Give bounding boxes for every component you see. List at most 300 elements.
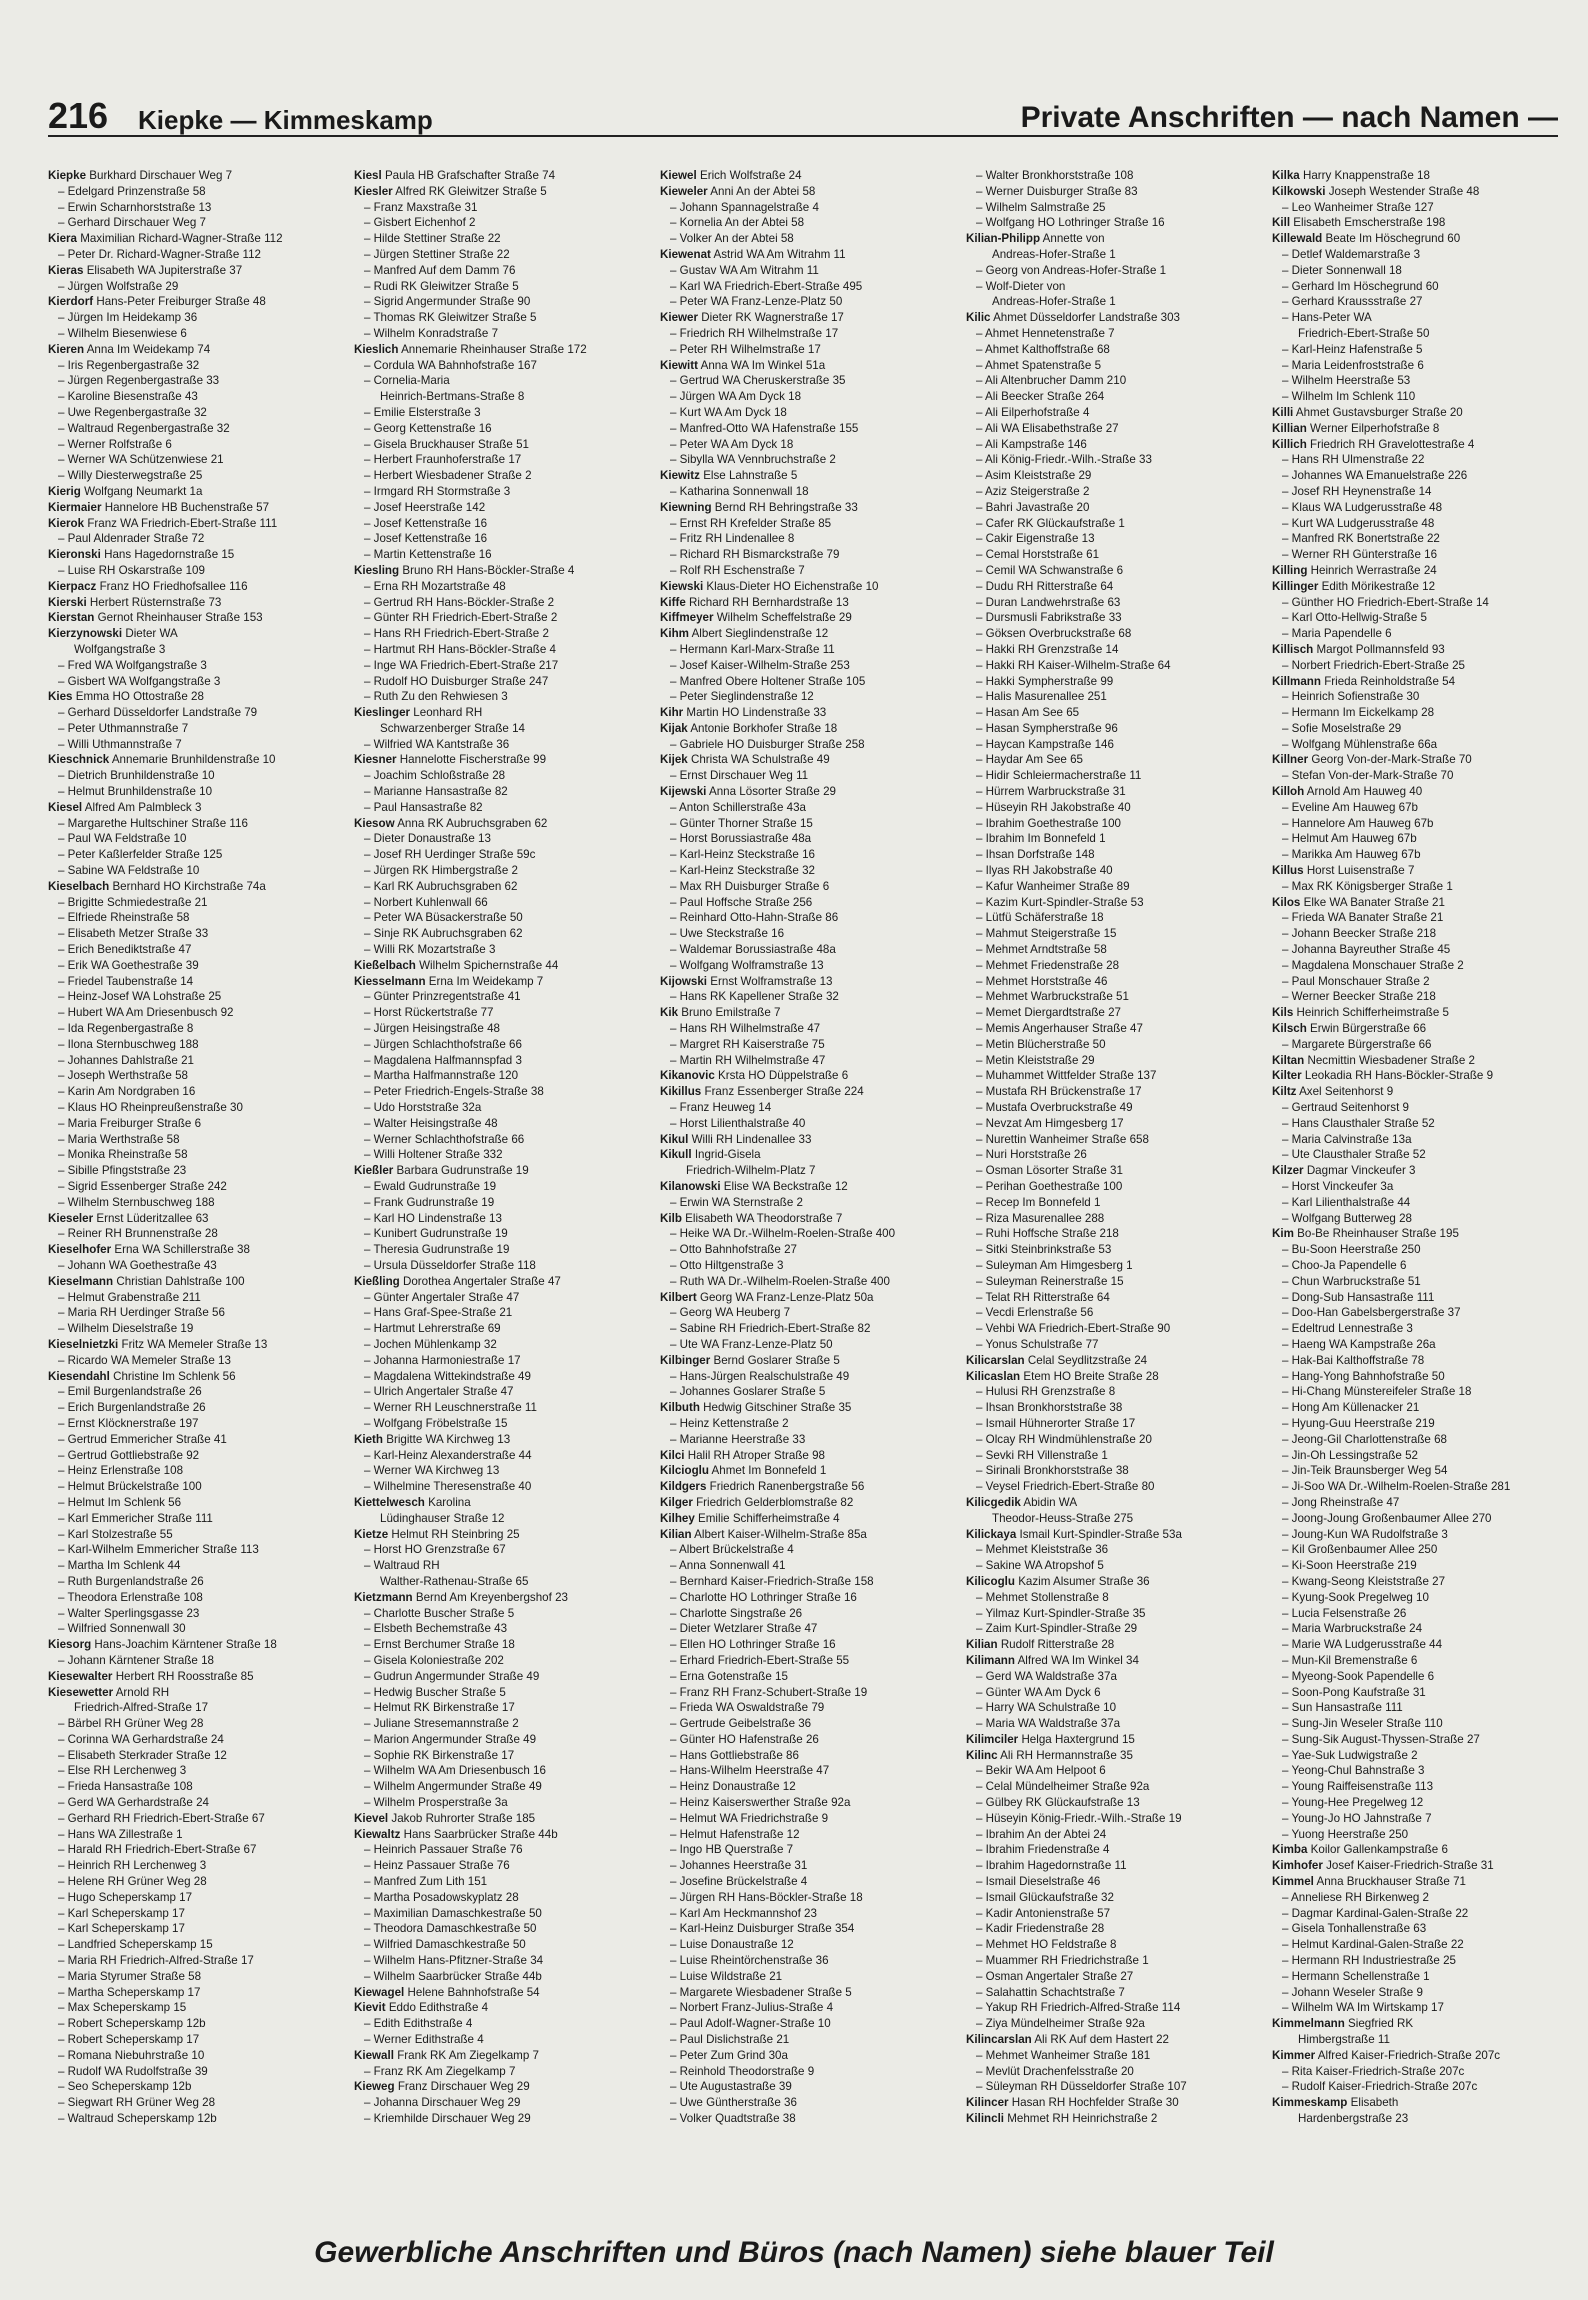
entry-address: Waltraud Scheperskamp 12b <box>67 2112 217 2126</box>
entry-sub <box>48 674 348 690</box>
entry-sub <box>354 1621 654 1637</box>
surname: Kieselmann <box>48 1274 114 1288</box>
entry-address: Annette von <box>1042 232 1105 246</box>
entry-address: Heinz Kaiserswerther Straße 92a <box>679 1796 851 1810</box>
entry-sub <box>966 1084 1266 1100</box>
entry-address: Karl-Heinz Steckstraße 32 <box>679 864 815 878</box>
entry-address: Peter Sieglindenstraße 12 <box>679 690 814 704</box>
entry-sub <box>354 1384 654 1400</box>
entry-address: Göksen Overbruckstraße 68 <box>985 627 1132 641</box>
entry-surname-head <box>660 1084 960 1100</box>
entry-sub <box>966 1116 1266 1132</box>
entry-sub <box>1272 500 1572 516</box>
entry-sub <box>1272 1037 1572 1053</box>
entry-sub <box>966 1795 1266 1811</box>
entry-address: Wilhelm Sternbuschweg 188 <box>67 1195 215 1209</box>
entry-sub <box>354 658 654 674</box>
entry-address: Bruno Emilstraße 7 <box>681 1006 781 1020</box>
entry-address: Harald RH Friedrich-Ebert-Straße 67 <box>67 1843 257 1857</box>
entry-surname-head <box>660 705 960 721</box>
entry-address: Antonie Borkhofer Straße 18 <box>690 721 838 735</box>
entry-address: Heike WA Dr.-Wilhelm-Roelen-Straße 400 <box>679 1227 896 1241</box>
entry-address: Ricardo WA Memeler Straße 13 <box>67 1353 231 1367</box>
entry-address: Willi RH Lindenallee 33 <box>691 1132 812 1146</box>
entry-address: Luise Rheintörchenstraße 36 <box>679 1954 829 1968</box>
entry-sub <box>660 1606 960 1622</box>
entry-surname-head <box>660 500 960 516</box>
entry-address: Helmut RK Birkenstraße 17 <box>373 1701 515 1715</box>
surname: Kieselnietzki <box>48 1337 119 1351</box>
entry-sub <box>48 1590 348 1606</box>
entry-sub <box>660 958 960 974</box>
entry-sub <box>354 1653 654 1669</box>
entry-address: Yuong Heerstraße 250 <box>1291 1827 1409 1841</box>
entry-address: Anna Sonnenwall 41 <box>679 1559 786 1573</box>
surname: Kilincli <box>966 2112 1005 2126</box>
surname: Kilicarslan <box>966 1353 1025 1367</box>
entry-address: Sabine RH Friedrich-Ebert-Straße 82 <box>679 1322 871 1336</box>
entry-address: Sigrid Essenberger Straße 242 <box>67 1180 227 1193</box>
entry-sub <box>966 752 1266 768</box>
entry-address: Frank Gudrunstraße 19 <box>373 1195 495 1209</box>
entry-sub <box>48 531 348 547</box>
entry-sub <box>354 595 654 611</box>
entry-address: Heinz Passauer Straße 76 <box>373 1859 510 1873</box>
surname: Kiera <box>48 232 78 246</box>
entry-sub <box>48 437 348 453</box>
entry-sub <box>966 595 1266 611</box>
surname: Kiewall <box>354 2048 394 2062</box>
entry-address: Gertrud Gottliebstraße 92 <box>67 1448 200 1462</box>
entry-address: Friedrich RH Wilhelmstraße 17 <box>679 326 839 340</box>
entry-sub <box>1272 1748 1572 1764</box>
entry-sub <box>1272 1906 1572 1922</box>
entry-address: Gerhard Kraussstraße 27 <box>1291 295 1423 309</box>
entry-surname-head <box>354 1590 654 1606</box>
entry-sub <box>48 1021 348 1037</box>
entry-address: Erwin Scharnhorststraße 13 <box>67 200 212 214</box>
entry-sub <box>1272 547 1572 563</box>
entry-address: Ernst Dirschauer Weg 11 <box>679 769 809 783</box>
entry-sub <box>966 1337 1266 1353</box>
entry-address: Cornelia-Maria <box>373 374 450 388</box>
entry-surname-head <box>48 294 348 310</box>
entry-sub <box>354 1953 654 1969</box>
surname: Killinger <box>1272 579 1319 593</box>
entry-sub <box>660 737 960 753</box>
entry-address: Ali Eilperhofstraße 4 <box>985 405 1090 419</box>
entry-sub <box>966 1321 1266 1337</box>
entry-surname-head <box>660 1005 960 1021</box>
entry-address: Jürgen Heisingstraße 48 <box>373 1022 500 1036</box>
entry-sub <box>1272 1369 1572 1385</box>
entry-sub <box>48 1416 348 1432</box>
entry-address: Horst Luisenstraße 7 <box>1306 864 1415 878</box>
entry-address: Manfred-Otto WA Hafenstraße 155 <box>679 421 859 435</box>
entry-address: Jürgen RH Hans-Böckler-Straße 18 <box>679 1890 863 1904</box>
entry-sub <box>354 2064 654 2080</box>
surname: Kiettelwesch <box>354 1495 425 1509</box>
entry-sub <box>48 1906 348 1922</box>
entry-sub <box>354 863 654 879</box>
entry-address: Elisabeth WA Theodorstraße 7 <box>685 1211 843 1225</box>
entry-address: Helmut Brückelstraße 100 <box>67 1480 202 1494</box>
entry-address: Ute WA Franz-Lenze-Platz 50 <box>679 1337 833 1351</box>
entry-surname-head <box>354 2048 654 2064</box>
entry-address: Margarete Wiesbadener Straße 5 <box>679 1985 852 1999</box>
surname: Kiewaltz <box>354 1827 401 1841</box>
entry-sub <box>660 2016 960 2032</box>
entry-sub <box>1272 358 1572 374</box>
entry-address: Ruth Burgenlandstraße 26 <box>67 1574 204 1588</box>
entry-sub <box>1272 1937 1572 1953</box>
surname: Kiesling <box>354 563 400 577</box>
entry-sub <box>660 895 960 911</box>
entry-sub <box>354 1637 654 1653</box>
entry-address: Hans-Wilhelm Heerstraße 47 <box>679 1764 830 1778</box>
entry-address: Ji-Soo WA Dr.-Wilhelm-Roelen-Straße 281 <box>1291 1480 1511 1494</box>
entry-address: Karoline Biesenstraße 43 <box>67 390 198 404</box>
entry-surname-head <box>48 516 348 532</box>
entry-address: Nurettin Wanheimer Straße 658 <box>985 1132 1149 1146</box>
entry-sub <box>966 737 1266 753</box>
entry-address: Reiner RH Brunnenstraße 28 <box>67 1227 218 1241</box>
entry-address: Theresia Gudrunstraße 19 <box>373 1243 510 1257</box>
entry-sub <box>660 1763 960 1779</box>
entry-sub <box>1272 484 1572 500</box>
entry-address: Dagmar Vinckeufer 3 <box>1306 1164 1416 1178</box>
entry-sub <box>354 247 654 263</box>
entry-address: Hannelore Am Hauweg 67b <box>1291 816 1434 830</box>
entry-surname-head <box>354 1432 654 1448</box>
entry-address: Herbert Fraunhoferstraße 17 <box>373 453 522 467</box>
entry-sub <box>966 2000 1266 2016</box>
entry-address: Anni An der Abtei 58 <box>710 184 816 198</box>
entry-address: Ruhi Hoffsche Straße 218 <box>985 1227 1119 1241</box>
entry-address: Wilfried Sonnenwall 30 <box>67 1622 186 1636</box>
entry-sub <box>660 1921 960 1937</box>
entry-address: Werner Beecker Straße 218 <box>1291 990 1436 1004</box>
entry-address: Sinje RK Aubruchsgraben 62 <box>373 927 523 941</box>
entry-address: Uwe Steckstraße 16 <box>679 927 785 941</box>
surname: Kilimann <box>966 1653 1015 1667</box>
entry-sub <box>354 1053 654 1069</box>
entry-address: Koilor Gallenkampstraße 6 <box>1310 1843 1448 1857</box>
entry-sub <box>48 737 348 753</box>
surname: Kiesler <box>354 184 393 198</box>
entry-address: Irmgard RH Stormstraße 3 <box>373 484 511 498</box>
entry-sub <box>660 642 960 658</box>
entry-address: Georg WA Franz-Lenze-Platz 50a <box>699 1290 874 1304</box>
entry-address: Elise WA Beckstraße 12 <box>723 1180 848 1193</box>
entry-surname-head <box>660 579 960 595</box>
entry-sub <box>966 1179 1266 1195</box>
entry-address: Bernd Am Kreyenbergshof 23 <box>415 1590 568 1604</box>
entry-address: Charlotte Buscher Straße 5 <box>373 1606 515 1620</box>
entry-address: Hüseyin RH Jakobstraße 40 <box>985 800 1131 814</box>
entry-address: Paul Hoffsche Straße 256 <box>679 895 813 909</box>
entry-address: Siegwart RH Grüner Weg 28 <box>67 2096 216 2110</box>
surname: Kilimciler <box>966 1732 1019 1746</box>
entry-sub <box>354 579 654 595</box>
entry-sub <box>48 2000 348 2016</box>
entry-address: Ellen HO Lothringer Straße 16 <box>679 1638 836 1652</box>
entry-address: Friedrich-Wilhelm-Platz 7 <box>686 1164 816 1178</box>
entry-address: Heinz Erlenstraße 108 <box>67 1464 184 1478</box>
entry-sub <box>354 910 654 926</box>
entry-sub <box>966 389 1266 405</box>
entry-sub <box>1272 531 1572 547</box>
entry-sub <box>1272 1558 1572 1574</box>
entry-surname-head <box>660 358 960 374</box>
entry-address: Peter WA Franz-Lenze-Platz 50 <box>679 295 843 309</box>
surname: Kießelbach <box>354 958 416 972</box>
entry-continuation <box>354 1511 654 1527</box>
entry-address: Peter Dr. Richard-Wagner-Straße 112 <box>67 247 261 261</box>
entry-address: Ahmet Düsseldorfer Landstraße 303 <box>993 311 1180 325</box>
entry-address: Karolina <box>428 1495 471 1509</box>
entry-address: Wilfried WA Kantstraße 36 <box>373 737 510 751</box>
surname: Kieras <box>48 263 84 277</box>
surname: Killi <box>1272 405 1294 419</box>
entry-surname-head <box>1272 563 1572 579</box>
entry-surname-head <box>1272 1068 1572 1084</box>
entry-sub <box>1272 2000 1572 2016</box>
entry-address: Johann Beecker Straße 218 <box>1291 927 1437 941</box>
entry-address: Wilhelm Heerstraße 53 <box>1291 374 1411 388</box>
entry-sub <box>48 1732 348 1748</box>
entry-address: Sabine WA Feldstraße 10 <box>67 864 200 878</box>
surname: Kilic <box>966 311 991 325</box>
entry-address: Gisbert WA Wolfgangstraße 3 <box>67 674 221 688</box>
entry-sub <box>1272 452 1572 468</box>
entry-sub <box>48 1100 348 1116</box>
entry-continuation <box>354 721 654 737</box>
entry-sub <box>48 1748 348 1764</box>
entry-address: Ibrahim An der Abtei 24 <box>985 1827 1107 1841</box>
entry-address: Johannes WA Emanuelstraße 226 <box>1291 469 1468 483</box>
entry-address: Harry Knappenstraße 18 <box>1302 169 1430 182</box>
entry-address: Abidin WA <box>1023 1495 1078 1509</box>
entry-address: Elfriede Rheinstraße 58 <box>67 911 190 925</box>
entry-address: Friedrich Gelderblomstraße 82 <box>696 1495 854 1509</box>
entry-address: Erna Gotenstraße 15 <box>679 1669 788 1683</box>
entry-sub <box>354 231 654 247</box>
entry-address: Margarete Bürgerstraße 66 <box>1291 1037 1432 1051</box>
entry-sub <box>966 626 1266 642</box>
entry-address: Jürgen WA Am Dyck 18 <box>679 390 802 404</box>
surname: Kierok <box>48 516 85 530</box>
entry-address: Joachim Schloßstraße 28 <box>373 769 506 783</box>
entry-sub <box>48 421 348 437</box>
entry-address: Walther-Rathenau-Straße 65 <box>380 1574 529 1588</box>
entry-sub <box>966 1037 1266 1053</box>
entry-surname-head <box>660 1400 960 1416</box>
entry-address: Anna Im Weidekamp 74 <box>86 342 211 356</box>
entry-sub <box>354 468 654 484</box>
entry-surname-head <box>48 168 348 184</box>
entry-sub <box>1272 294 1572 310</box>
entry-surname-head <box>1272 2016 1572 2032</box>
entry-address: Detlef Waldemarstraße 3 <box>1291 247 1421 261</box>
entry-sub <box>48 2111 348 2127</box>
entry-address: Dietrich Brunhildenstraße 10 <box>67 769 215 783</box>
entry-sub <box>966 168 1266 184</box>
entry-address: Franz WA Friedrich-Ebert-Straße 111 <box>87 516 278 530</box>
entry-address: Hakki Sympherstraße 99 <box>985 674 1114 688</box>
entry-address: Ilyas RH Jakobstraße 40 <box>985 864 1113 878</box>
entry-sub <box>660 1795 960 1811</box>
entry-address: Hans RH Ulmenstraße 22 <box>1291 453 1425 467</box>
surname: Kietze <box>354 1527 389 1541</box>
surname: Killing <box>1272 563 1308 577</box>
entry-sub <box>1272 1985 1572 2001</box>
entry-sub <box>660 879 960 895</box>
entry-address: Herbert RH Roosstraße 85 <box>115 1669 254 1683</box>
entry-sub <box>354 2016 654 2032</box>
entry-sub <box>48 1953 348 1969</box>
entry-address: Frieda WA Banater Straße 21 <box>1291 911 1444 925</box>
entry-sub <box>48 326 348 342</box>
entry-surname-head <box>48 1211 348 1227</box>
entry-address: Wilhelm Dieselstraße 19 <box>67 1322 194 1336</box>
entry-sub <box>354 626 654 642</box>
entry-sub <box>354 1479 654 1495</box>
entry-sub <box>1272 1700 1572 1716</box>
entry-sub <box>660 2079 960 2095</box>
entry-address: Klaus WA Ludgerusstraße 48 <box>1291 500 1443 514</box>
entry-address: Hasan Sympherstraße 96 <box>985 721 1118 735</box>
entry-address: Werner RH Leuschnerstraße 11 <box>373 1401 537 1415</box>
entry-address: Gertrud Emmericher Straße 41 <box>67 1432 227 1446</box>
entry-address: Erhard Friedrich-Ebert-Straße 55 <box>679 1653 850 1667</box>
entry-address: Martin Kettenstraße 16 <box>373 548 492 562</box>
entry-sub <box>48 1353 348 1369</box>
entry-surname-head <box>1272 579 1572 595</box>
entry-address: Klaus HO Rheinpreußenstraße 30 <box>67 1101 243 1115</box>
entry-address: Wilhelm Biesenwiese 6 <box>67 326 187 340</box>
surname: Kilian-Philipp <box>966 232 1041 246</box>
entry-sub <box>48 1463 348 1479</box>
entry-sub <box>660 800 960 816</box>
entry-sub <box>354 1147 654 1163</box>
entry-address: Norbert Kuhlenwall 66 <box>373 895 488 909</box>
entry-address: Karl Am Heckmannshof 23 <box>679 1906 817 1920</box>
entry-address: Jürgen RK Himbergstraße 2 <box>373 864 519 878</box>
entry-address: Helmut WA Friedrichstraße 9 <box>679 1811 829 1825</box>
entry-sub <box>1272 1353 1572 1369</box>
entry-sub <box>660 689 960 705</box>
entry-sub <box>966 563 1266 579</box>
entry-sub <box>966 579 1266 595</box>
entry-surname-head <box>48 752 348 768</box>
surname: Kiesewetter <box>48 1685 114 1699</box>
entry-address: Kurt WA Am Dyck 18 <box>679 405 787 419</box>
entry-sub <box>660 1416 960 1432</box>
surname: Killoh <box>1272 785 1305 799</box>
entry-sub <box>966 1969 1266 1985</box>
entry-address: Mustafa RH Brückenstraße 17 <box>985 1085 1142 1099</box>
entry-address: Karl Otto-Hellwig-Straße 5 <box>1291 611 1427 625</box>
entry-address: Max RH Duisburger Straße 6 <box>679 879 830 893</box>
surname: Kießling <box>354 1274 400 1288</box>
entry-address: Gisela Bruckhauser Straße 51 <box>373 437 529 451</box>
entry-address: Mehmet Friedenstraße 28 <box>985 958 1120 972</box>
entry-address: Gülbey RK Glückaufstraße 13 <box>985 1796 1140 1810</box>
entry-sub <box>48 1527 348 1543</box>
entry-surname-head <box>660 1147 960 1163</box>
entry-address: Johanna Harmoniestraße 17 <box>373 1353 521 1367</box>
entry-sub <box>354 1084 654 1100</box>
entry-sub <box>354 500 654 516</box>
entry-surname-head <box>48 263 348 279</box>
entry-address: Kil Großenbaumer Allee 250 <box>1291 1543 1438 1557</box>
surname: Kilka <box>1272 169 1300 182</box>
entry-address: Suleyman Reinerstraße 15 <box>985 1274 1124 1288</box>
entry-address: Helmut Grabenstraße 211 <box>67 1290 201 1304</box>
surname: Kiewitt <box>660 358 699 372</box>
entry-address: Magdalena Monschauer Straße 2 <box>1291 958 1464 972</box>
entry-sub <box>354 1842 654 1858</box>
entry-address: Bu-Soon Heerstraße 250 <box>1291 1243 1421 1257</box>
entry-sub <box>660 847 960 863</box>
entry-address: Ingo HB Querstraße 7 <box>679 1843 794 1857</box>
entry-address: Udo Horststraße 32a <box>373 1101 482 1115</box>
entry-address: Helmut Brunhildenstraße 10 <box>67 785 213 799</box>
entry-address: Heinrich Sofienstraße 30 <box>1291 690 1420 704</box>
entry-address: Bo-Be Rheinhauser Straße 195 <box>1297 1227 1459 1241</box>
entry-address: Burkhard Dirschauer Weg 7 <box>89 169 233 182</box>
surname: Kilbuth <box>660 1401 700 1415</box>
entry-sub <box>1272 342 1572 358</box>
entry-surname-head <box>48 579 348 595</box>
entry-sub <box>354 1732 654 1748</box>
entry-sub <box>48 1305 348 1321</box>
entry-address: Margarethe Hultschiner Straße 116 <box>67 816 248 830</box>
entry-sub <box>1272 1574 1572 1590</box>
entry-sub <box>966 1163 1266 1179</box>
entry-surname-head <box>1272 1021 1572 1037</box>
entry-address: Salahattin Schachtstraße 7 <box>985 1985 1125 1999</box>
entry-address: Wilhelm Prosperstraße 3a <box>373 1796 508 1810</box>
entry-sub <box>48 1448 348 1464</box>
entry-address: Ihsan Dorfstraße 148 <box>985 848 1095 862</box>
entry-address: Werner WA Kirchweg 13 <box>373 1464 500 1478</box>
entry-sub <box>660 452 960 468</box>
entry-address: Magdalena Halfmannspfad 3 <box>373 1053 522 1067</box>
entry-sub <box>966 1827 1266 1843</box>
entry-sub <box>966 1258 1266 1274</box>
entry-sub <box>966 1195 1266 1211</box>
entry-sub <box>966 1890 1266 1906</box>
entry-address: Peter Kaßlerfelder Straße 125 <box>67 848 223 862</box>
entry-address: Hans Clausthaler Straße 52 <box>1291 1116 1435 1130</box>
entry-address: Hong Am Küllenacker 21 <box>1291 1401 1420 1415</box>
entry-sub <box>354 674 654 690</box>
entry-sub <box>660 1732 960 1748</box>
entry-sub <box>1272 1179 1572 1195</box>
entry-sub <box>48 1053 348 1069</box>
surname: Kimhofer <box>1272 1859 1323 1873</box>
entry-address: Georg WA Heuberg 7 <box>679 1306 791 1320</box>
entry-address: Metin Blücherstraße 50 <box>985 1037 1106 1051</box>
entry-address: Romana Niebuhrstraße 10 <box>67 2048 205 2062</box>
entry-sub <box>354 358 654 374</box>
entry-surname-head <box>966 310 1266 326</box>
entry-address: Ali WA Elisabethstraße 27 <box>985 421 1119 435</box>
entry-address: Willy Diesterwegstraße 25 <box>67 469 203 483</box>
entry-address: Hürrem Warbruckstraße 31 <box>985 785 1126 799</box>
